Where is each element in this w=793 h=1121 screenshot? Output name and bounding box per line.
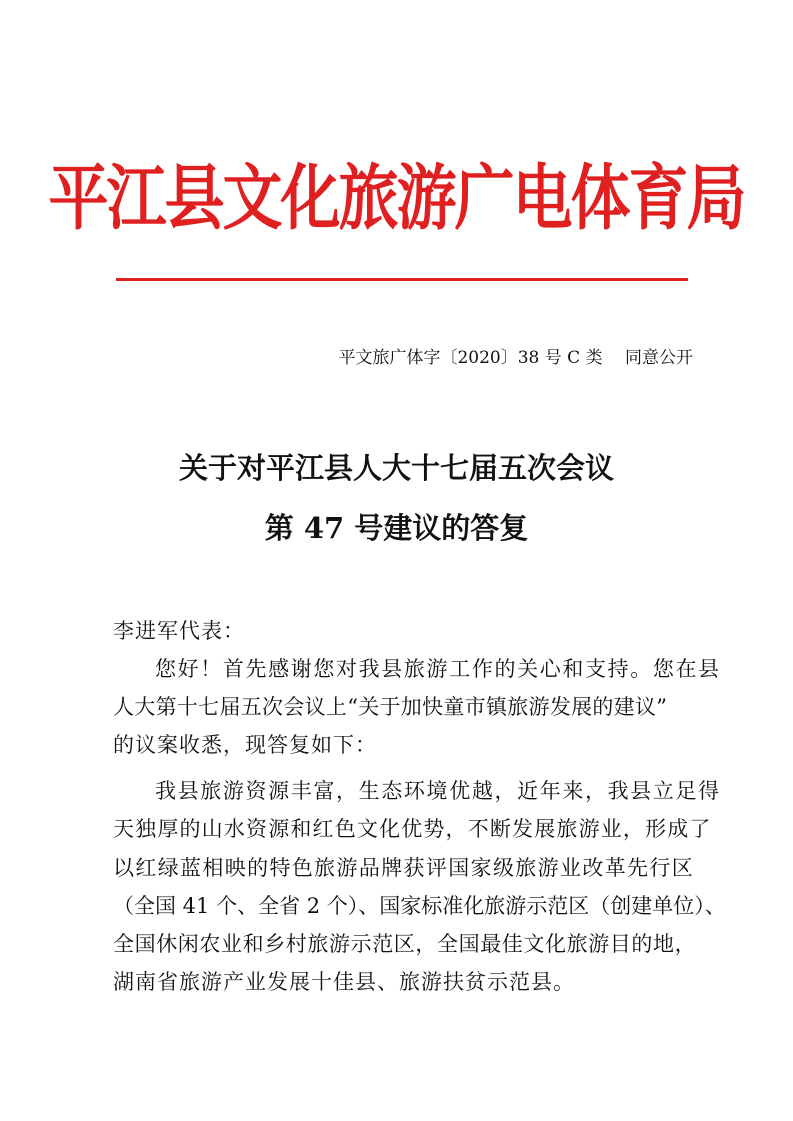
body-line: 以红绿蓝相映的特色旅游品牌获评国家级旅游业改革先行区 — [113, 856, 695, 880]
body-line: 湖南省旅游产业发展十佳县、旅游扶贫示范县。 — [113, 970, 575, 994]
document-title-line-2: 第 47 号建议的答复 — [264, 511, 529, 545]
letterhead-organization: 平江县文化旅游广电体育局 — [48, 157, 745, 241]
salutation: 李进军代表： — [113, 619, 245, 643]
body-line: 的议案收悉，现答复如下： — [113, 733, 377, 757]
body-line: （全国 41 个、全省 2 个）、国家标准化旅游示范区（创建单位）、 — [113, 894, 726, 918]
body-line: 天独厚的山水资源和红色文化优势，不断发展旅游业，形成了 — [113, 817, 712, 841]
document-title-line-1: 关于对平江县人大十七届五次会议 — [178, 451, 614, 485]
body-line: 您好！首先感谢您对我县旅游工作的关心和支持。您在县 — [155, 657, 721, 681]
body-line: 我县旅游资源丰富，生态环境优越，近年来，我县立足得 — [155, 779, 721, 803]
body-line: 人大第十七届五次会议上“关于加快童市镇旅游发展的建议” — [113, 695, 668, 719]
letterhead-red-rule — [116, 278, 688, 281]
body-line: 全国休闲农业和乡村旅游示范区，全国最佳文化旅游目的地， — [113, 932, 697, 956]
document-number: 平文旅广体字〔2020〕38 号 C 类 同意公开 — [338, 348, 693, 368]
